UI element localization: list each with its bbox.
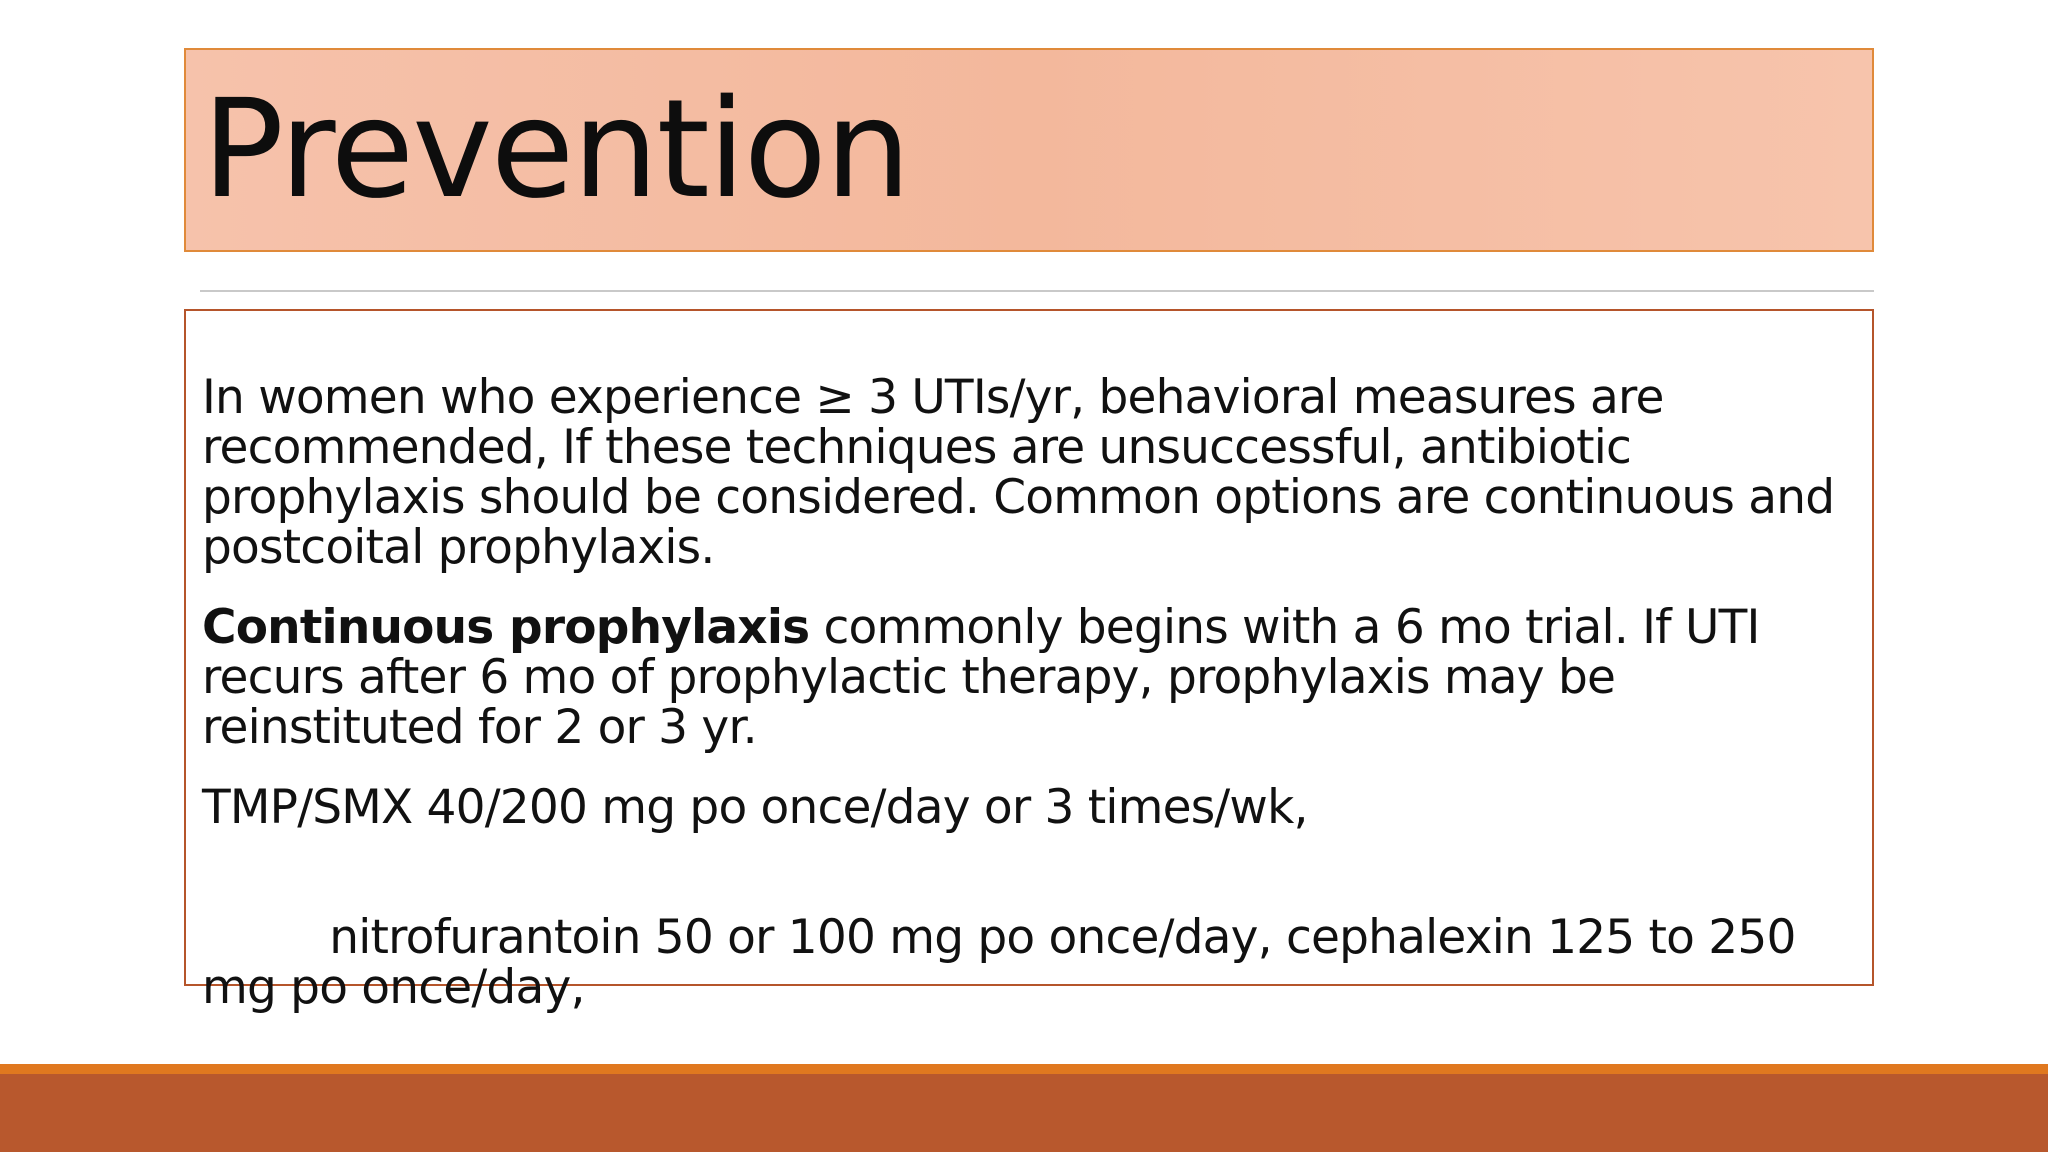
paragraph-text: In women who experience ≥ 3 UTIs/yr, behavioral measures are recommended, If these techniques are unsuccessful, antibiotic prophylaxis should be considered. Common options are continuous and postcoital prophylaxis.	[202, 370, 1835, 575]
paragraph-nitrofurantoin	[202, 863, 1862, 1063]
title-box	[184, 48, 1874, 252]
paragraph-continuous-prophylaxis	[202, 600, 1862, 755]
slide-title: Prevention	[202, 71, 910, 229]
title-divider	[200, 290, 1874, 292]
content-body	[202, 370, 1862, 1093]
paragraph-text: nitrofurantoin 50 or 100 mg po once/day, cephalexin 125 to 250 mg po once/day,	[202, 910, 1810, 1015]
content-box	[184, 309, 1874, 1015]
footer-bar	[0, 1074, 2048, 1152]
paragraph-bold-term: Continuous prophylaxis	[202, 600, 810, 655]
paragraph-text: commonly begins with a 6 mo trial. If UTI recurs after 6 mo of prophylactic therapy, prophylaxis may be reinstituted for 2 or 3 yr.	[202, 600, 1760, 755]
paragraph-tmp-smx	[202, 780, 1862, 835]
paragraph-behavioral-measures	[202, 370, 1862, 575]
paragraph-text: TMP/SMX 40/200 mg po once/day or 3 times/wk,	[202, 780, 1308, 835]
footer-accent-line	[0, 1064, 2048, 1074]
